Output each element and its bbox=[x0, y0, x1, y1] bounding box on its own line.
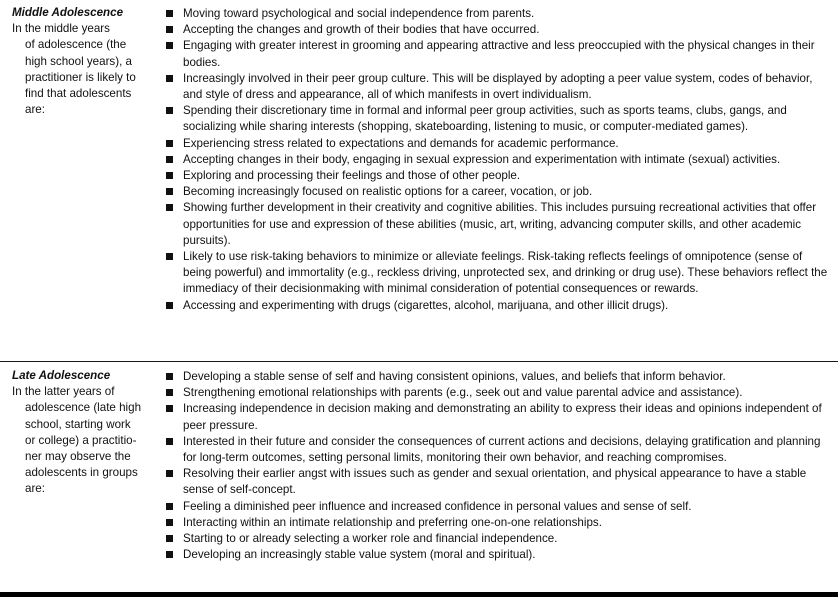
list-item bbox=[166, 515, 831, 531]
list-item bbox=[166, 6, 831, 22]
list-item bbox=[166, 369, 831, 385]
list-item-text: Starting to or already selecting a worker role and financial independence. bbox=[183, 532, 558, 546]
list-item bbox=[166, 71, 831, 103]
list-item-text: Becoming increasingly focused on realistic options for a career, vocation, or job. bbox=[183, 185, 593, 199]
list-item bbox=[166, 38, 831, 70]
list-item-text: Interacting within an intimate relationship and preferring one-on-one relationships. bbox=[183, 515, 602, 529]
square-bullet-icon bbox=[166, 26, 173, 33]
square-bullet-icon bbox=[166, 302, 173, 309]
square-bullet-icon bbox=[166, 188, 173, 195]
list-item-text: Moving toward psychological and social independence from parents. bbox=[183, 7, 535, 20]
list-item-text: Increasingly involved in their peer group culture. This will be displayed by adopting a peer value system, codes of behavior, and style of dress and appearance, all of which manifests in overt individualism. bbox=[183, 71, 813, 102]
list-item-text: Accepting the changes and growth of their bodies that have occurred. bbox=[183, 23, 540, 37]
square-bullet-icon bbox=[166, 470, 173, 477]
list-item-text: Feeling a diminished peer influence and increased confidence in personal values and sense of self. bbox=[183, 499, 692, 513]
list-item bbox=[166, 200, 831, 249]
late-description-line: adolescence (late high bbox=[25, 401, 142, 415]
list-item-text: Exploring and processing their feelings and those of other people. bbox=[183, 169, 521, 183]
list-item bbox=[166, 184, 831, 200]
late-description-line: are: bbox=[25, 482, 45, 496]
late-adolescence-title: Late Adolescence bbox=[12, 369, 111, 382]
square-bullet-icon bbox=[166, 253, 173, 260]
square-bullet-icon bbox=[166, 405, 173, 412]
square-bullet-icon bbox=[166, 204, 173, 211]
square-bullet-icon bbox=[166, 389, 173, 396]
list-item bbox=[166, 103, 831, 135]
late-description-line: or college) a practitio- bbox=[25, 433, 137, 447]
middle-description-line: are: bbox=[25, 103, 45, 117]
square-bullet-icon bbox=[166, 156, 173, 163]
square-bullet-icon bbox=[166, 75, 173, 82]
list-item-text: Likely to use risk-taking behaviors to minimize or alleviate feelings. Risk-taking reflects feelings of omnipotence (sense of being powerful) and immortality (e.g., reckless driving, unprotected sex, and drinking or drug use). These behaviors reflect the immediacy of their decisionmaking with minimal consideration of potential consequences or rewards. bbox=[183, 250, 828, 296]
list-item bbox=[166, 499, 831, 515]
square-bullet-icon bbox=[166, 373, 173, 380]
late-description-line: adolescents in groups bbox=[25, 466, 138, 480]
square-bullet-icon bbox=[166, 172, 173, 179]
list-item bbox=[166, 531, 831, 547]
table-bottom-rule bbox=[0, 592, 838, 597]
middle-adolescence-label bbox=[11, 5, 151, 118]
list-item-text: Experiencing stress related to expectations and demands for academic performance. bbox=[183, 136, 619, 150]
list-item-text: Increasing independence in decision making and demonstrating an ability to express their ideas and opinions independent of peer pressure. bbox=[183, 402, 822, 432]
list-item bbox=[166, 152, 831, 168]
list-item-text: Strengthening emotional relationships with parents (e.g., seek out and value parental advice and assistance). bbox=[183, 386, 743, 400]
list-item-text: Developing a stable sense of self and having consistent opinions, values, and beliefs that inform behavior. bbox=[183, 370, 726, 383]
list-item bbox=[166, 466, 831, 498]
square-bullet-icon bbox=[166, 551, 173, 558]
list-item bbox=[166, 249, 831, 298]
square-bullet-icon bbox=[166, 519, 173, 526]
list-item bbox=[166, 547, 831, 563]
list-item-text: Engaging with greater interest in grooming and appearing attractive and less preoccupied with the physical changes in their bodies. bbox=[183, 39, 815, 69]
square-bullet-icon bbox=[166, 10, 173, 17]
list-item bbox=[166, 136, 831, 152]
list-item bbox=[166, 168, 831, 184]
middle-description-line: In the middle years bbox=[12, 22, 110, 36]
list-item bbox=[166, 22, 831, 38]
list-item bbox=[166, 434, 831, 466]
list-item-text: Showing further development in their creativity and cognitive abilities. This includes pursuing recreational activities that offer opportunities for use and expression of these abilities (music, art, writing, advancing computer skills, and other academic pursuits). bbox=[183, 201, 817, 247]
square-bullet-icon bbox=[166, 140, 173, 147]
late-description-line: ner may observe the bbox=[25, 450, 131, 464]
middle-description-line: practitioner is likely to bbox=[25, 70, 136, 84]
middle-adolescence-list bbox=[166, 6, 831, 314]
list-item-text: Accessing and experimenting with drugs (cigarettes, alcohol, marijuana, and other illicit drugs). bbox=[183, 298, 669, 312]
middle-description-line: of adolescence (the bbox=[25, 38, 127, 52]
list-item bbox=[166, 385, 831, 401]
list-item bbox=[166, 401, 831, 433]
square-bullet-icon bbox=[166, 438, 173, 445]
late-adolescence-section bbox=[0, 361, 838, 593]
square-bullet-icon bbox=[166, 535, 173, 542]
late-description-line: In the latter years of bbox=[12, 385, 115, 399]
middle-adolescence-description bbox=[11, 21, 151, 118]
late-adolescence-label bbox=[11, 368, 151, 498]
late-adolescence-list bbox=[166, 369, 831, 563]
list-item-text: Developing an increasingly stable value system (moral and spiritual). bbox=[183, 548, 536, 562]
late-adolescence-description bbox=[11, 384, 151, 497]
middle-description-line: find that adolescents bbox=[25, 87, 132, 101]
square-bullet-icon bbox=[166, 107, 173, 114]
square-bullet-icon bbox=[166, 503, 173, 510]
list-item-text: Accepting changes in their body, engaging in sexual expression and experimentation with intimate (sexual) activities. bbox=[183, 152, 781, 166]
late-description-line: school, starting work bbox=[25, 417, 131, 431]
list-item-text: Spending their discretionary time in formal and informal peer group activities, such as sports teams, clubs, gangs, and socializing while sharing interests (shopping, skateboarding, listening to music, or computer-mediated games). bbox=[183, 104, 787, 134]
list-item-text: Resolving their earlier angst with issues such as gender and sexual orientation, and physical appearance to have a stable sense of self-concept. bbox=[183, 467, 807, 497]
middle-adolescence-title: Middle Adolescence bbox=[12, 6, 124, 19]
list-item-text: Interested in their future and consider the consequences of current actions and decisions, delaying gratification and planning for long-term outcomes, setting personal limits, monitoring their own behavior, and reaching compromises. bbox=[183, 434, 821, 465]
list-item bbox=[166, 298, 831, 314]
square-bullet-icon bbox=[166, 42, 173, 49]
middle-description-line: high school years), a bbox=[25, 54, 132, 68]
